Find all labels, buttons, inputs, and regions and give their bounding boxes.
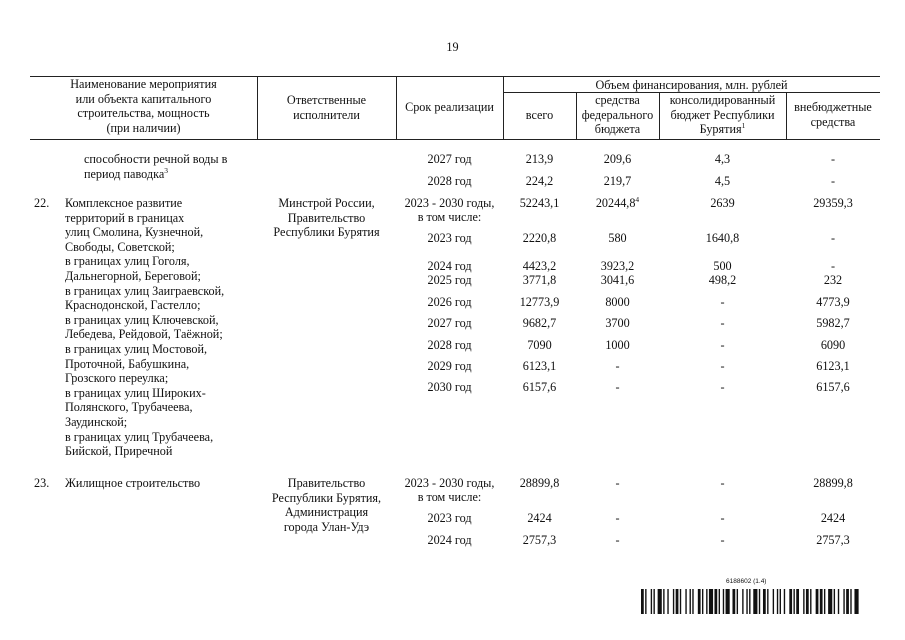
consolidated-cell: 500 — [713, 259, 732, 273]
item-name-line: в границах улиц Ключевской, — [65, 312, 219, 327]
barcode-bar — [780, 589, 781, 614]
barcode-bar — [732, 589, 735, 614]
barcode-bar — [793, 589, 794, 614]
term-cell: 2024 год — [427, 259, 472, 273]
extrabudget-cell: 2757,3 — [816, 533, 850, 547]
header-name-column: (при наличии) — [106, 120, 181, 135]
header-name-column: Наименование мероприятия — [70, 77, 217, 91]
barcode-bar — [653, 589, 654, 614]
header-federal: федерального — [581, 107, 654, 122]
total-cell: 6123,1 — [522, 359, 557, 373]
total-cell: 52243,1 — [519, 196, 560, 210]
barcode-bar — [680, 589, 681, 614]
barcode-bar — [810, 589, 811, 614]
extrabudget-cell: 6157,6 — [816, 380, 850, 394]
header-extrabudget: внебюджетные — [794, 100, 872, 114]
header-responsible-column: исполнители — [293, 107, 360, 122]
consolidated-cell: - — [720, 295, 725, 309]
barcode-bar — [789, 589, 792, 614]
barcode-bar — [784, 589, 785, 614]
federal-cell: 219,7 — [603, 174, 632, 188]
barcode-bar — [806, 589, 809, 614]
table-rule — [30, 139, 880, 140]
barcode-bar — [645, 589, 646, 614]
term-cell: 2023 - 2030 годы, — [404, 196, 495, 210]
item-name-line: в границах улиц Широких- — [65, 385, 206, 400]
barcode-bar — [641, 589, 644, 614]
barcode-bar — [803, 589, 804, 614]
term-cell: 2030 год — [427, 380, 472, 394]
barcode-bar — [796, 589, 799, 614]
barcode-bar — [759, 589, 760, 614]
barcode-bar — [676, 589, 679, 614]
item-name-line: способности речной воды в — [84, 152, 228, 166]
term-cell: в том числе: — [417, 489, 482, 504]
responsible-line: Правительство — [287, 476, 366, 490]
barcode-bar — [726, 589, 730, 614]
barcode-bar — [651, 589, 652, 614]
federal-cell: - — [615, 511, 620, 525]
term-cell: 2023 - 2030 годы, — [404, 476, 495, 490]
responsible-line: Республики Бурятия, — [271, 490, 382, 505]
term-cell: 2027 год — [427, 316, 472, 330]
item-name-line: Проточной, Бабушкина, — [65, 356, 190, 371]
item-name-line: в границах улиц Заиграевской, — [65, 283, 225, 298]
item-name-line: Жилищное строительство — [65, 476, 201, 490]
header-name-column: или объекта капитального — [75, 91, 212, 106]
barcode-bar — [698, 589, 701, 614]
footnote-mark: 3 — [164, 165, 168, 175]
federal-cell: 8000 — [605, 295, 630, 309]
barcode-bar — [658, 589, 662, 614]
barcode-bar — [749, 589, 750, 614]
term-cell: 2026 год — [427, 295, 472, 309]
extrabudget-cell: 2424 — [820, 511, 846, 525]
barcode-bar — [719, 589, 720, 614]
barcode-bar — [737, 589, 738, 614]
header-extrabudget: средства — [810, 114, 856, 129]
total-cell: 224,2 — [525, 174, 554, 188]
responsible-line: Администрация — [284, 505, 369, 520]
footnote-mark: 4 — [635, 195, 640, 204]
barcode-bar — [854, 589, 858, 614]
header-term-column: Срок реализации — [405, 100, 494, 114]
consolidated-cell: - — [720, 476, 725, 490]
responsible-line: Минстрой России, — [278, 196, 375, 210]
responsible-line: Республики Бурятия — [273, 225, 380, 240]
term-cell: 2028 год — [427, 338, 472, 352]
barcode-bar — [690, 589, 691, 614]
federal-cell: 3700 — [605, 316, 630, 330]
page-number: 19 — [446, 40, 459, 54]
total-cell: 28899,8 — [519, 476, 560, 490]
federal-cell: 3041,6 — [600, 273, 635, 287]
term-cell: 2027 год — [427, 152, 472, 166]
barcode-bar — [702, 589, 703, 614]
consolidated-cell: 498,2 — [708, 273, 737, 287]
header-responsible-column: Ответственные — [286, 93, 367, 107]
total-cell: 2757,3 — [522, 533, 557, 547]
header-federal: бюджета — [594, 122, 641, 137]
item-name-line: в границах улиц Гоголя, — [65, 254, 190, 269]
consolidated-cell: - — [720, 533, 725, 547]
barcode-bar — [846, 589, 849, 614]
item-name-line: период паводка$^3$ — [84, 165, 168, 181]
term-cell: 2024 год — [427, 533, 472, 547]
barcode-bar — [663, 589, 664, 614]
barcode-bar — [834, 589, 835, 614]
federal-cell: - — [615, 476, 620, 490]
barcode-bar — [692, 589, 693, 614]
total-cell: 3771,8 — [522, 273, 557, 287]
barcode-bar — [753, 589, 757, 614]
total-cell: 213,9 — [525, 152, 554, 166]
total-cell: 7090 — [527, 338, 552, 352]
total-cell: 2424 — [527, 511, 552, 525]
consolidated-cell: - — [720, 511, 725, 525]
header-total: всего — [525, 108, 554, 122]
barcode-icon — [641, 589, 860, 614]
total-cell: 2220,8 — [522, 231, 557, 245]
item-name-line: Полянского, Трубачеева, — [65, 400, 193, 415]
term-cell: 2025 год — [427, 273, 472, 287]
barcode-bar — [767, 589, 768, 614]
extrabudget-cell: 6090 — [820, 338, 846, 352]
barcode-bar — [850, 589, 851, 614]
federal-cell: 1000 — [605, 338, 630, 352]
item-name-line: в границах улиц Трубачеева, — [65, 429, 214, 444]
consolidated-cell: 1640,8 — [705, 231, 740, 245]
total-cell: 12773,9 — [519, 295, 560, 309]
consolidated-cell: - — [720, 316, 725, 330]
total-cell: 6157,6 — [522, 380, 557, 394]
federal-cell: 580 — [608, 231, 627, 245]
item-name-line: Заудинской; — [65, 415, 128, 429]
consolidated-cell: - — [720, 359, 725, 373]
federal-cell: - — [615, 380, 620, 394]
extrabudget-cell: - — [830, 259, 836, 273]
extrabudget-cell: 28899,8 — [813, 476, 853, 490]
item-name-line: территорий в границах — [65, 210, 185, 225]
barcode-bar — [673, 589, 674, 614]
barcode-bar — [763, 589, 766, 614]
term-cell: 2028 год — [427, 174, 472, 188]
header-consolidated: консолидированный — [669, 93, 776, 107]
barcode-bar — [667, 589, 668, 614]
total-cell: 9682,7 — [522, 316, 557, 330]
item-number: 23. — [34, 476, 50, 490]
item-name-line: Дальнегорной, Береговой; — [65, 269, 201, 283]
barcode-bar — [723, 589, 724, 614]
barcode-bar — [709, 589, 713, 614]
barcode-bar — [824, 589, 825, 614]
total-cell: 4423,2 — [522, 259, 557, 273]
consolidated-cell: - — [720, 338, 725, 352]
term-cell: 2023 год — [427, 231, 472, 245]
extrabudget-cell: 5982,7 — [816, 316, 850, 330]
extrabudget-cell: 4773,9 — [816, 295, 850, 309]
extrabudget-cell: - — [830, 152, 836, 166]
item-name-line: Свободы, Советской; — [65, 239, 175, 254]
item-name-line: улиц Смолина, Кузнечной, — [65, 225, 204, 240]
consolidated-cell: 4,3 — [714, 152, 731, 166]
federal-cell: 209,6 — [603, 152, 632, 166]
extrabudget-cell: 232 — [823, 273, 843, 287]
barcode-bar — [838, 589, 839, 614]
federal-cell: 20244,8$^4$ — [595, 195, 640, 210]
extrabudget-cell: - — [830, 231, 836, 245]
item-name-line: Лебедева, Рейдовой, Таёжной; — [65, 327, 223, 342]
header-consolidated: Бурятия$^1$ — [699, 121, 746, 137]
extrabudget-cell: 6123,1 — [816, 359, 850, 373]
consolidated-cell: - — [720, 380, 725, 394]
item-name-line: Бийской, Приречной — [65, 444, 173, 459]
barcode-bar — [843, 589, 844, 614]
federal-cell: - — [615, 533, 620, 547]
barcode-bar — [773, 589, 774, 614]
barcode-bar — [742, 589, 743, 614]
item-name-line: в границах улиц Мостовой, — [65, 342, 208, 356]
federal-cell: - — [615, 359, 620, 373]
term-cell: 2023 год — [427, 511, 472, 525]
barcode-bar — [777, 589, 778, 614]
consolidated-cell: 4,5 — [714, 174, 731, 188]
barcode-bar — [820, 589, 823, 614]
responsible-line: города Улан-Удэ — [283, 519, 370, 534]
header-consolidated: бюджет Республики — [670, 107, 775, 122]
footnote-mark: 1 — [741, 121, 746, 131]
header-funding-column: Объем финансирования, млн. рублей — [595, 78, 788, 92]
item-number: 22. — [34, 196, 50, 210]
item-name-line: Грозского переулка; — [65, 371, 169, 386]
extrabudget-cell: - — [830, 174, 836, 188]
consolidated-cell: 2639 — [710, 196, 735, 210]
item-name-line: Краснодонской, Гастелло; — [65, 298, 201, 313]
barcode-bar — [714, 589, 717, 614]
barcode-bar — [816, 589, 819, 614]
barcode-bar — [746, 589, 747, 614]
header-federal: средства — [595, 93, 640, 107]
term-cell: в том числе: — [417, 209, 482, 224]
barcode-bar — [706, 589, 707, 614]
term-cell: 2029 год — [427, 359, 472, 373]
barcode-bar — [685, 589, 686, 614]
barcode-label: 6188602 (1.4) — [726, 578, 767, 585]
item-name-line: Комплексное развитие — [65, 196, 183, 210]
extrabudget-cell: 29359,3 — [813, 196, 853, 210]
federal-cell: 3923,2 — [600, 259, 635, 273]
responsible-line: Правительство — [287, 210, 366, 225]
barcode-bar — [828, 589, 832, 614]
header-name-column: строительства, мощность — [77, 106, 210, 121]
